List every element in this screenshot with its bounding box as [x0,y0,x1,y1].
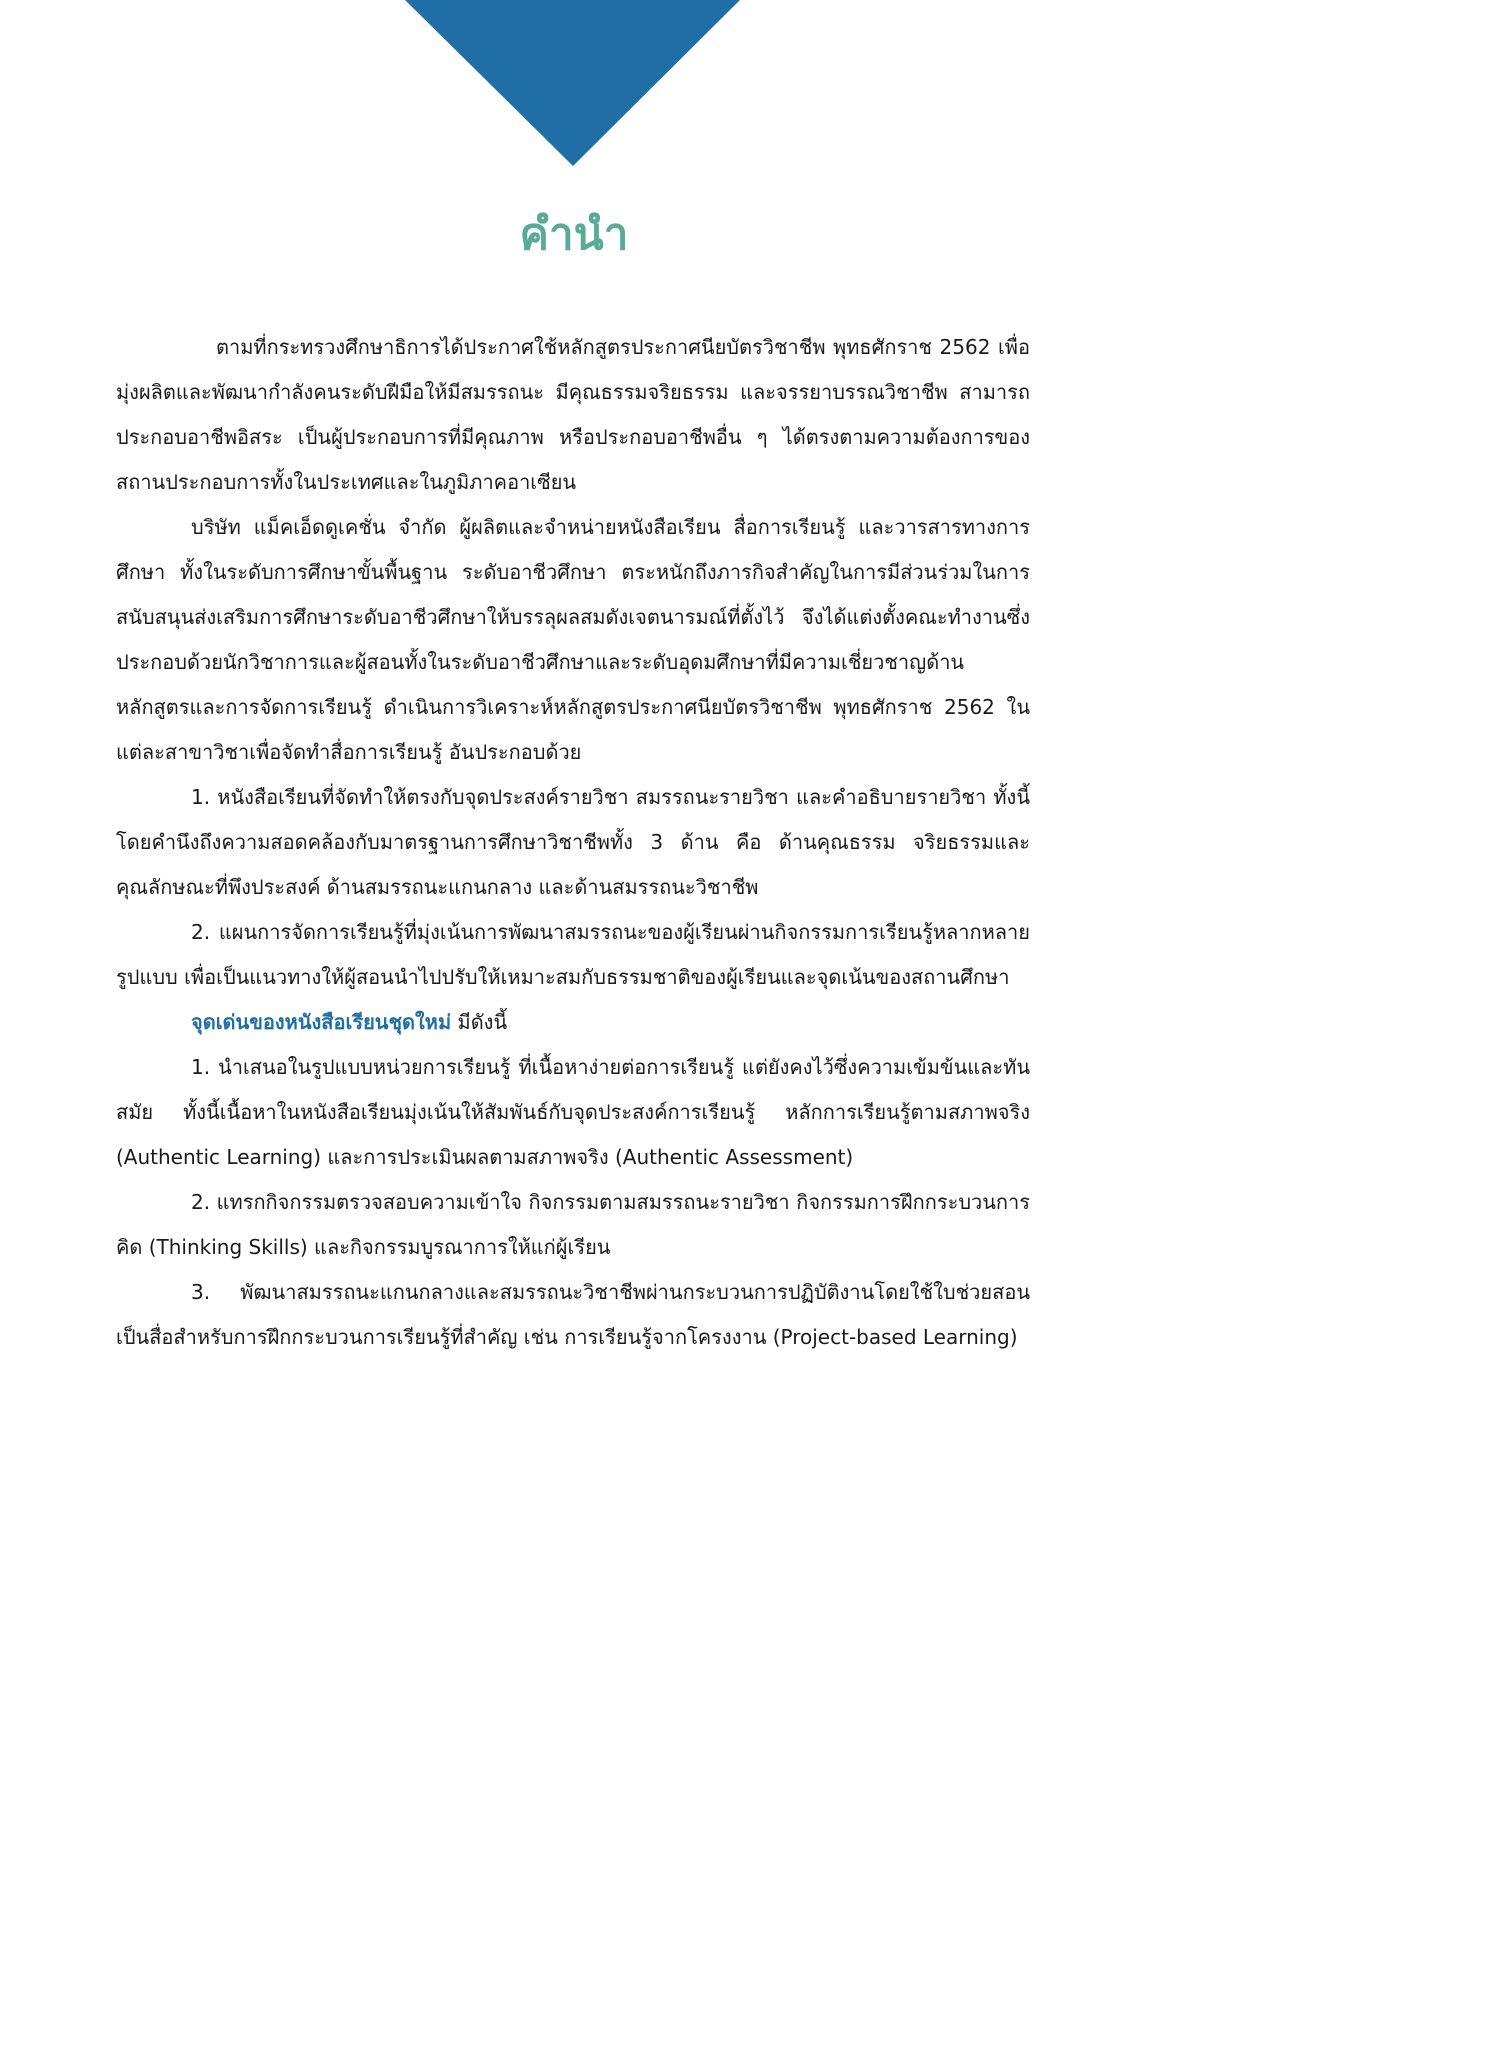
intro-paragraph: ตามที่กระทรวงศึกษาธิการได้ประกาศใช้หลักสูตรประกาศนียบัตรวิชาชีพ พุทธศักราช 2562 เพื่อมุ่งผลิตและพัฒนากำลังคนระดับฝีมือให้มีสมรรถนะ มีคุณธรรมจริยธรรม และจรรยาบรรณวิชาชีพ สามารถประกอบอาชีพอิสระ เป็นผู้ประกอบการที่มีคุณภาพ หรือประกอบอาชีพอื่น ๆ ได้ตรงตามความต้องการของสถานประกอบการทั้งในประเทศและในภูมิภาคอาเซียน [116,335,1030,494]
highlight-item-3: 3. พัฒนาสมรรถนะแกนกลางและสมรรถนะวิชาชีพผ่านกระบวนการปฏิบัติงานโดยใช้ใบช่วยสอนเป็นสื่อสำหรับการฝึกกระบวนการเรียนรู้ที่สำคัญ เช่น การเรียนรู้จากโครงงาน (Project-based Learning) [116,1280,1030,1349]
triangle-shape [405,0,740,166]
highlights-heading [116,1000,1030,1045]
list-item-lesson-plan: 2. แผนการจัดการเรียนรู้ที่มุ่งเน้นการพัฒนาสมรรถนะของผู้เรียนผ่านกิจกรรมการเรียนรู้หลากหลายรูปแบบ เพื่อเป็นแนวทางให้ผู้สอนนำไปปรับให้เหมาะสมกับธรรมชาติของผู้เรียนและจุดเน้นของสถานศึกษา [116,920,1030,989]
highlight-item-1: 1. นำเสนอในรูปแบบหน่วยการเรียนรู้ ที่เนื้อหาง่ายต่อการเรียนรู้ แต่ยังคงไว้ซึ่งความเข้มข้นและทันสมัย ทั้งนี้เนื้อหาในหนังสือเรียนมุ่งเน้นให้สัมพันธ์กับจุดประสงค์การเรียนรู้ หลักการเรียนรู้ตามสภาพจริง (Authentic Learning) และการประเมินผลตามสภาพจริง (Authentic Assessment) [116,1055,1030,1169]
document-body [116,325,1030,1360]
list-item-textbook: 1. หนังสือเรียนที่จัดทำให้ตรงกับจุดประสงค์รายวิชา สมรรถนะรายวิชา และคำอธิบายรายวิชา ทั้งนี้โดยคำนึงถึงความสอดคล้องกับมาตรฐานการศึกษาวิชาชีพทั้ง 3 ด้าน คือ ด้านคุณธรรม จริยธรรมและคุณลักษณะที่พึงประสงค์ ด้านสมรรถนะแกนกลาง และด้านสมรรถนะวิชาชีพ [116,785,1030,899]
highlights-title: จุดเด่นของหนังสือเรียนชุดใหม่ [191,1010,452,1034]
highlight-item-2: 2. แทรกกิจกรรมตรวจสอบความเข้าใจ กิจกรรมตามสมรรถนะรายวิชา กิจกรรมการฝึกกระบวนการคิด (Thinking Skills) และกิจกรรมบูรณาการให้แก่ผู้เรียน [116,1190,1030,1259]
page-title: คำนำ [519,209,629,260]
company-paragraph: บริษัท แม็คเอ็ดดูเคชั่น จำกัด ผู้ผลิตและจำหน่ายหนังสือเรียน สื่อการเรียนรู้ และวารสารทางการศึกษา ทั้งในระดับการศึกษาขั้นพื้นฐาน ระดับอาชีวศึกษา ตระหนักถึงภารกิจสำคัญในการมีส่วนร่วมในการสนับสนุนส่งเสริมการศึกษาระดับอาชีวศึกษาให้บรรลุผลสมดังเจตนารมณ์ที่ตั้งไว้ จึงได้แต่งตั้งคณะทำงานซึ่งประกอบด้วยนักวิชาการและผู้สอนทั้งในระดับอาชีวศึกษาและระดับอุดมศึกษาที่มีความเชี่ยวชาญด้านหลักสูตรและการจัดการเรียนรู้ ดำเนินการวิเคราะห์หลักสูตรประกาศนียบัตรวิชาชีพ พุทธศักราช 2562 ในแต่ละสาขาวิชาเพื่อจัดทำสื่อการเรียนรู้ อันประกอบด้วย [116,515,1030,764]
header-triangle-decoration [0,0,1132,170]
highlights-suffix: มีดังนี้ [451,1010,508,1034]
